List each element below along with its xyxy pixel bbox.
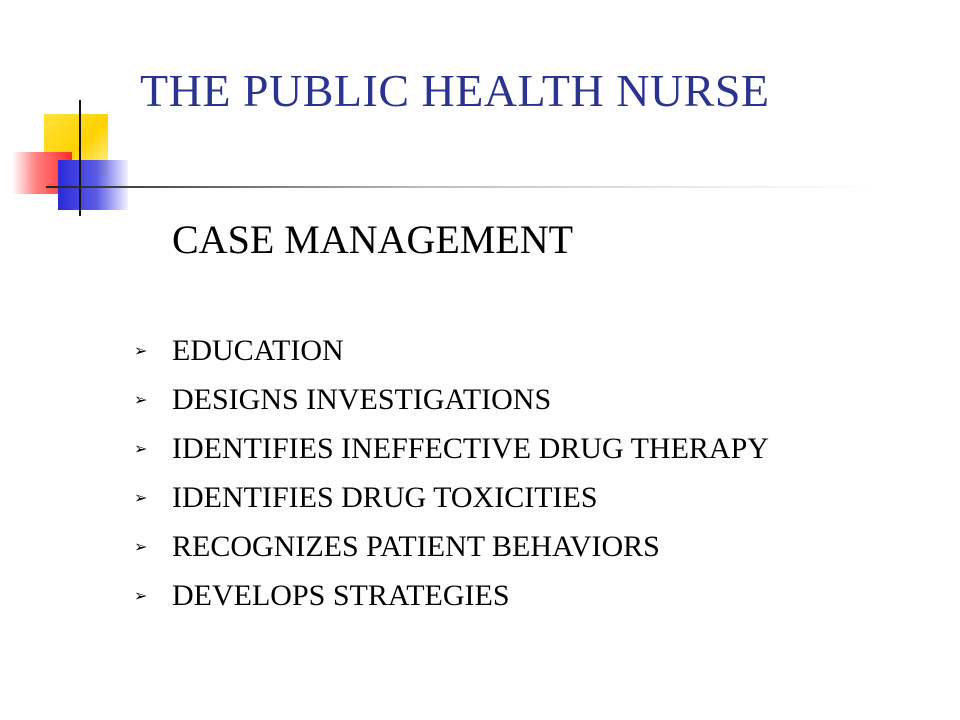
arrow-bullet-icon: ➢: [134, 340, 148, 360]
list-item: [134, 522, 769, 571]
blue-block: [58, 160, 128, 210]
bullet-text: IDENTIFIES INEFFECTIVE DRUG THERAPY: [172, 431, 769, 465]
bullet-text: DESIGNS INVESTIGATIONS: [172, 382, 552, 416]
arrow-bullet-icon: ➢: [134, 585, 148, 605]
list-item: [134, 473, 769, 522]
list-item: [134, 326, 769, 375]
bullet-list: [134, 326, 769, 620]
bullet-text: EDUCATION: [172, 333, 344, 367]
slide-title: THE PUBLIC HEALTH NURSE: [140, 65, 770, 116]
arrow-bullet-icon: ➢: [134, 438, 148, 458]
vertical-rule: [79, 100, 81, 216]
bullet-text: DEVELOPS STRATEGIES: [172, 578, 510, 612]
bullet-text: RECOGNIZES PATIENT BEHAVIORS: [172, 529, 660, 563]
arrow-bullet-icon: ➢: [134, 389, 148, 409]
list-item: [134, 375, 769, 424]
list-item: [134, 571, 769, 620]
arrow-bullet-icon: ➢: [134, 536, 148, 556]
decorative-blocks-logo: [0, 0, 140, 230]
arrow-bullet-icon: ➢: [134, 487, 148, 507]
slide-subtitle: CASE MANAGEMENT: [172, 217, 574, 262]
title-underline-rule: [46, 186, 876, 188]
bullet-text: IDENTIFIES DRUG TOXICITIES: [172, 480, 598, 514]
list-item: [134, 424, 769, 473]
